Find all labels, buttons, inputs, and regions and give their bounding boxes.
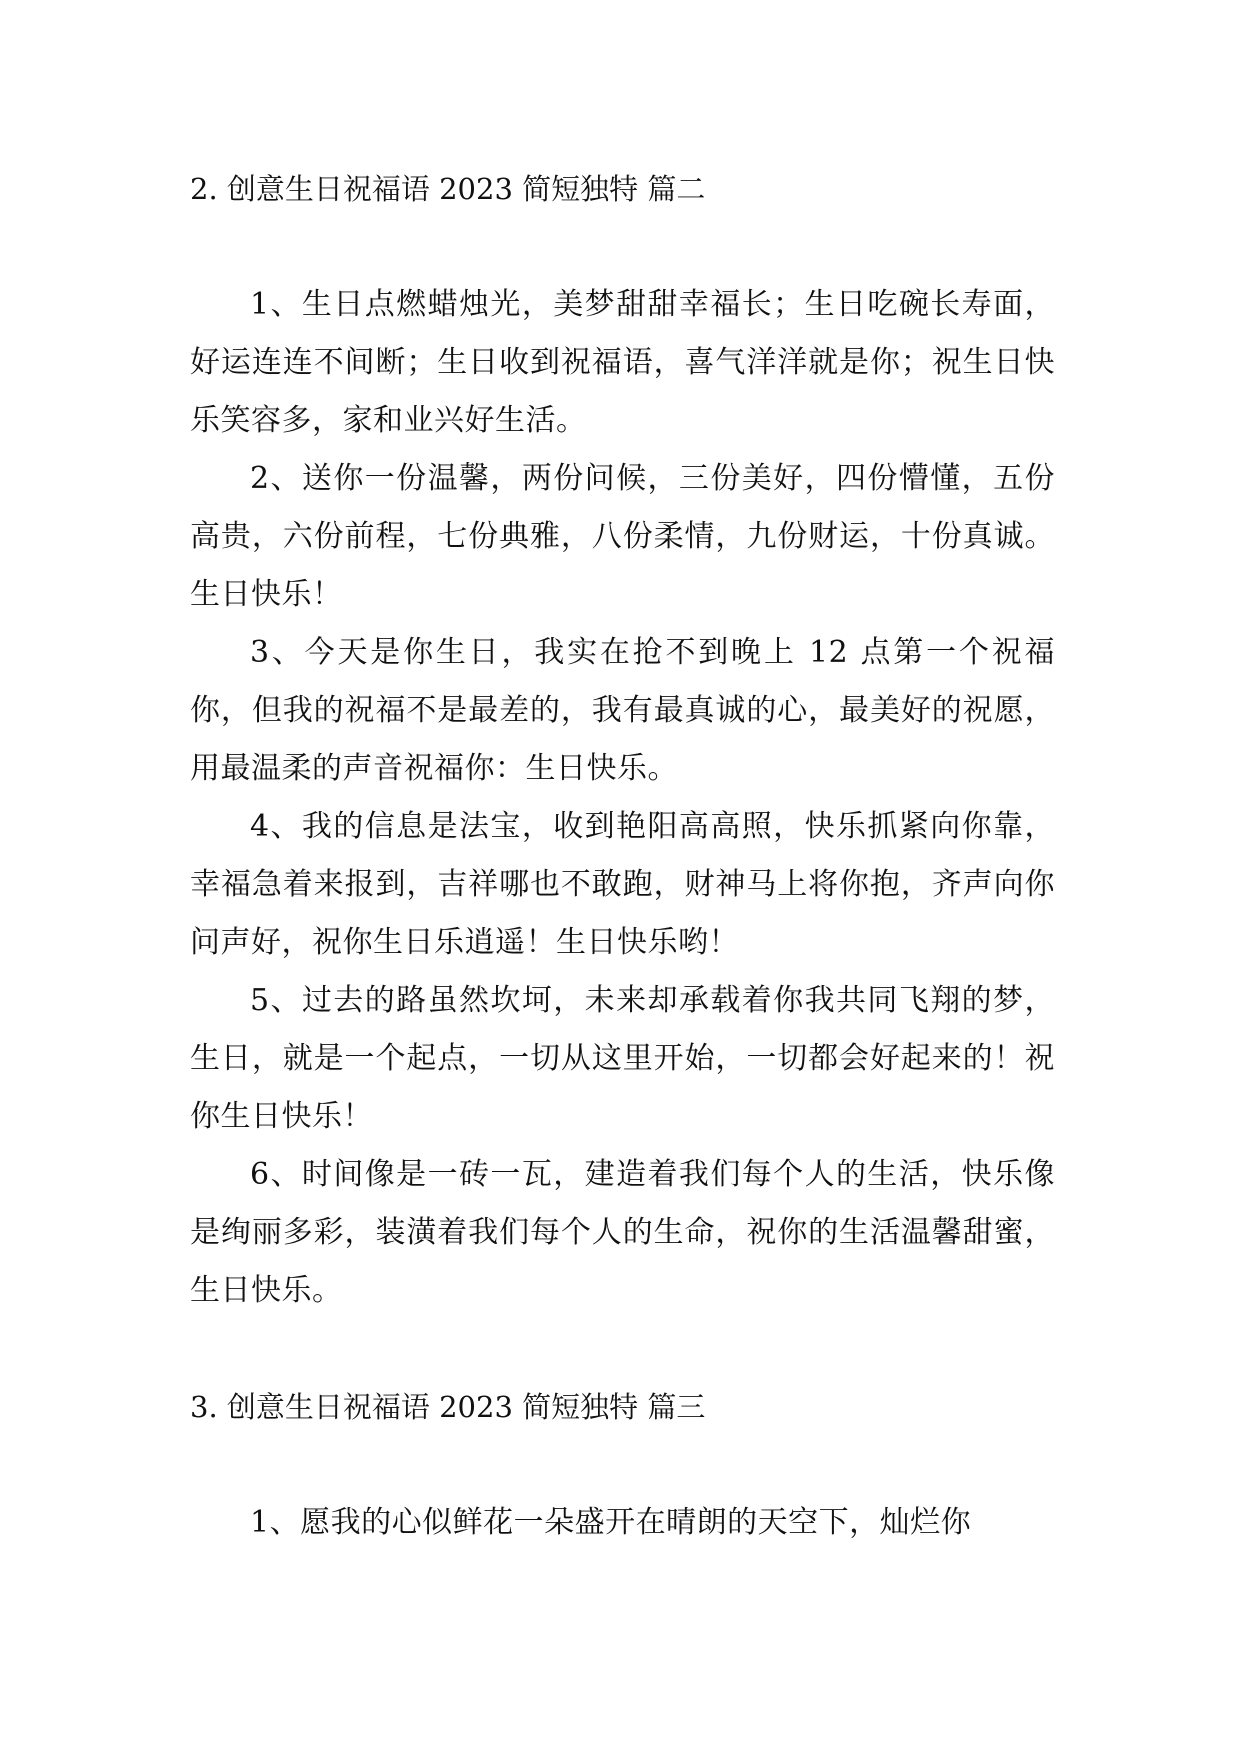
section-title-2: 2. 创意生日祝福语 2023 简短独特 篇二 [190,172,706,206]
paragraph: 5、过去的路虽然坎坷，未来却承载着你我共同飞翔的梦，生日，就是一个起点，一切从这里开始，一切都会好起来的！祝你生日快乐！ [190,983,1055,1134]
paragraph: 4、我的信息是法宝，收到艳阳高高照，快乐抓紧向你靠，幸福急着来报到，吉祥哪也不敢跑，财神马上将你抱，齐声向你问声好，祝你生日乐逍遥！生日快乐哟！ [190,809,1055,960]
paragraph: 1、生日点燃蜡烛光，美梦甜甜幸福长；生日吃碗长寿面，好运连连不间断；生日收到祝福语，喜气洋洋就是你；祝生日快乐笑容多，家和业兴好生活。 [190,287,1055,438]
section-title-3: 3. 创意生日祝福语 2023 简短独特 篇三 [190,1390,706,1424]
section-spacer [190,1320,1055,1378]
paragraph: 3、今天是你生日，我实在抢不到晚上 12 点第一个祝福你，但我的祝福不是最差的，我有最真诚的心，最美好的祝愿，用最温柔的声音祝福你：生日快乐。 [190,635,1055,786]
paragraph: 1、愿我的心似鲜花一朵盛开在晴朗的天空下，灿烂你 [250,1505,972,1540]
document-content [190,160,1055,1552]
paragraph: 2、送你一份温馨，两份问候，三份美好，四份懵懂，五份高贵，六份前程，七份典雅，八份柔情，九份财运，十份真诚。生日快乐！ [190,461,1055,612]
paragraph: 6、时间像是一砖一瓦，建造着我们每个人的生活，快乐像是绚丽多彩，装潢着我们每个人的生命，祝你的生活温馨甜蜜，生日快乐。 [190,1157,1055,1308]
